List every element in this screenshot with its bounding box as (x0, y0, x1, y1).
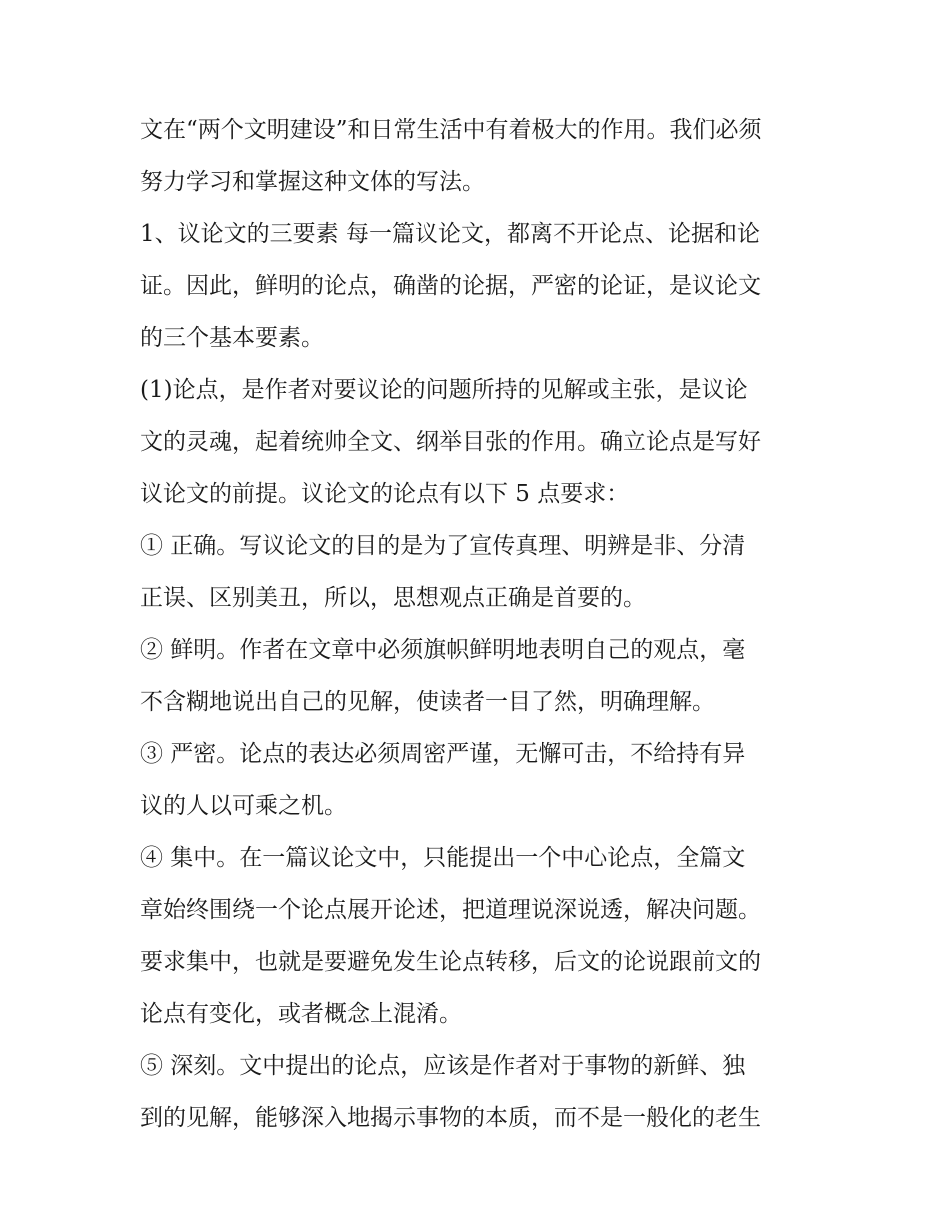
text-line: ⑤ 深刻。文中提出的论点，应该是作者对于事物的新鲜、独 (140, 1053, 746, 1079)
text-line: 不含糊地说出自己的见解，使读者一目了然，明确理解。 (140, 689, 715, 715)
text-line: ④ 集中。在一篇议论文中，只能提出一个中心论点，全篇文 (140, 845, 746, 871)
text-line: 到的见解，能够深入地揭示事物的本质，而不是一般化的老生 (140, 1105, 761, 1131)
text-line: 章始终围绕一个论点展开论述，把道理说深说透，解决问题。 (140, 897, 761, 923)
text-line: 文的灵魂，起着统帅全文、纲举目张的作用。确立论点是写好 (140, 429, 761, 455)
text-line: ② 鲜明。作者在文章中必须旗帜鲜明地表明自己的观点，毫 (140, 637, 746, 663)
text-line: 议的人以可乘之机。 (140, 793, 347, 819)
text-line: 要求集中，也就是要避免发生论点转移，后文的论说跟前文的 (140, 949, 761, 975)
document-body (140, 104, 815, 1144)
text-line: 文在“两个文明建设”和日常生活中有着极大的作用。我们必须 (140, 117, 762, 143)
text-line: 正误、区别美丑，所以，思想观点正确是首要的。 (140, 585, 646, 611)
text-line: ③ 严密。论点的表达必须周密严谨，无懈可击，不给持有异 (140, 741, 746, 767)
text-line: 议论文的前提。议论文的论点有以下 5 点要求： (140, 481, 630, 507)
text-line: (1)论点，是作者对要议论的问题所持的见解或主张，是议论 (140, 377, 748, 403)
text-line: 努力学习和掌握这种文体的写法。 (140, 169, 485, 195)
text-line: 论点有变化，或者概念上混淆。 (140, 1001, 462, 1027)
text-line: 1、议论文的三要素 每一篇议论文，都离不开论点、论据和论 (140, 221, 760, 247)
text-line: 证。因此，鲜明的论点，确凿的论据，严密的论证，是议论文 (140, 273, 761, 299)
text-line: ① 正确。写议论文的目的是为了宣传真理、明辨是非、分清 (140, 533, 746, 559)
text-line: 的三个基本要素。 (140, 325, 324, 351)
